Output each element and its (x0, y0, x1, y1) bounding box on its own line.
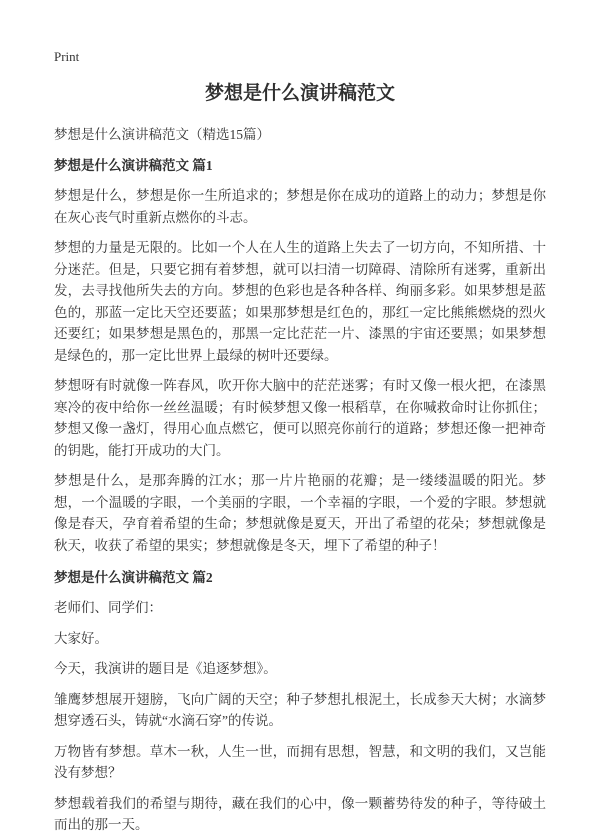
page-title: 梦想是什么演讲稿范文 (204, 83, 395, 104)
paragraph: 万物皆有梦想。草木一秋，人生一世，而拥有思想，智慧，和文明的我们，又岂能没有梦想？ (54, 743, 546, 780)
paragraph: 梦想呀有时就像一阵春风，吹开你大脑中的茫茫迷雾；有时又像一根火把，在漆黑寒冷的夜中给你一丝丝温暖；有时候梦想又像一根稻草，在你喊救命时让你抓住；梦想又像一盏灯，得用心血点燃它，便可以照亮你前行的道路；梦想还像一把神奇的钥匙，能打开成功的大门。 (54, 378, 546, 458)
paragraph: 老师们、同学们： (54, 600, 162, 615)
paragraph: 今天，我演讲的题目是《追逐梦想》。 (54, 661, 277, 676)
paragraph: 雏鹰梦想展开翅膀，飞向广阔的天空；种子梦想扎根泥土，长成参天大树；水滴梦想穿透石头，铸就“水滴石穿”的传说。 (54, 691, 546, 728)
document-subtitle: 梦想是什么演讲稿范文（精选15篇） (54, 127, 270, 142)
paragraph: 梦想是什么，梦想是你一生所追求的；梦想是你在成功的道路上的动力；梦想是你在灰心丧气时重新点燃你的斗志。 (54, 188, 546, 225)
section-heading-2: 梦想是什么演讲稿范文 篇2 (54, 570, 213, 585)
paragraph: 梦想载着我们的希望与期待，藏在我们的心中，像一颗蓄势待发的种子，等待破土而出的那一天。 (54, 795, 546, 832)
paragraph: 梦想是什么，是那奔腾的江水；那一片片艳丽的花瓣；是一缕缕温暖的阳光。梦想，一个温暖的字眼，一个美丽的字眼，一个幸福的字眼，一个爱的字眼。梦想就像是春天，孕育着希望的生命；梦想就像是夏天，开出了希望的花朵；梦想就像是秋天，收获了希望的果实；梦想就像是冬天，埋下了希望的种子！ (54, 473, 546, 553)
section-heading-1: 梦想是什么演讲稿范文 篇1 (54, 158, 213, 173)
paragraph: 梦想的力量是无限的。比如一个人在人生的道路上失去了一切方向，不知所措、十分迷茫。但是，只要它拥有着梦想，就可以扫清一切障碍、清除所有迷雾，重新出发，去寻找他所失去的方向。梦想的色彩也是各种各样、绚丽多彩。如果梦想是蓝色的，那蓝一定比天空还要蓝；如果那梦想是红色的，那红一定比熊熊燃烧的烈火还要红；如果梦想是黑色的，那黑一定比茫茫一片、漆黑的宇宙还要黑；如果梦想是绿色的，那一定比世界上最绿的树叶还要绿。 (54, 240, 546, 363)
print-button[interactable]: Print (54, 49, 80, 64)
paragraph: 大家好。 (54, 630, 108, 646)
